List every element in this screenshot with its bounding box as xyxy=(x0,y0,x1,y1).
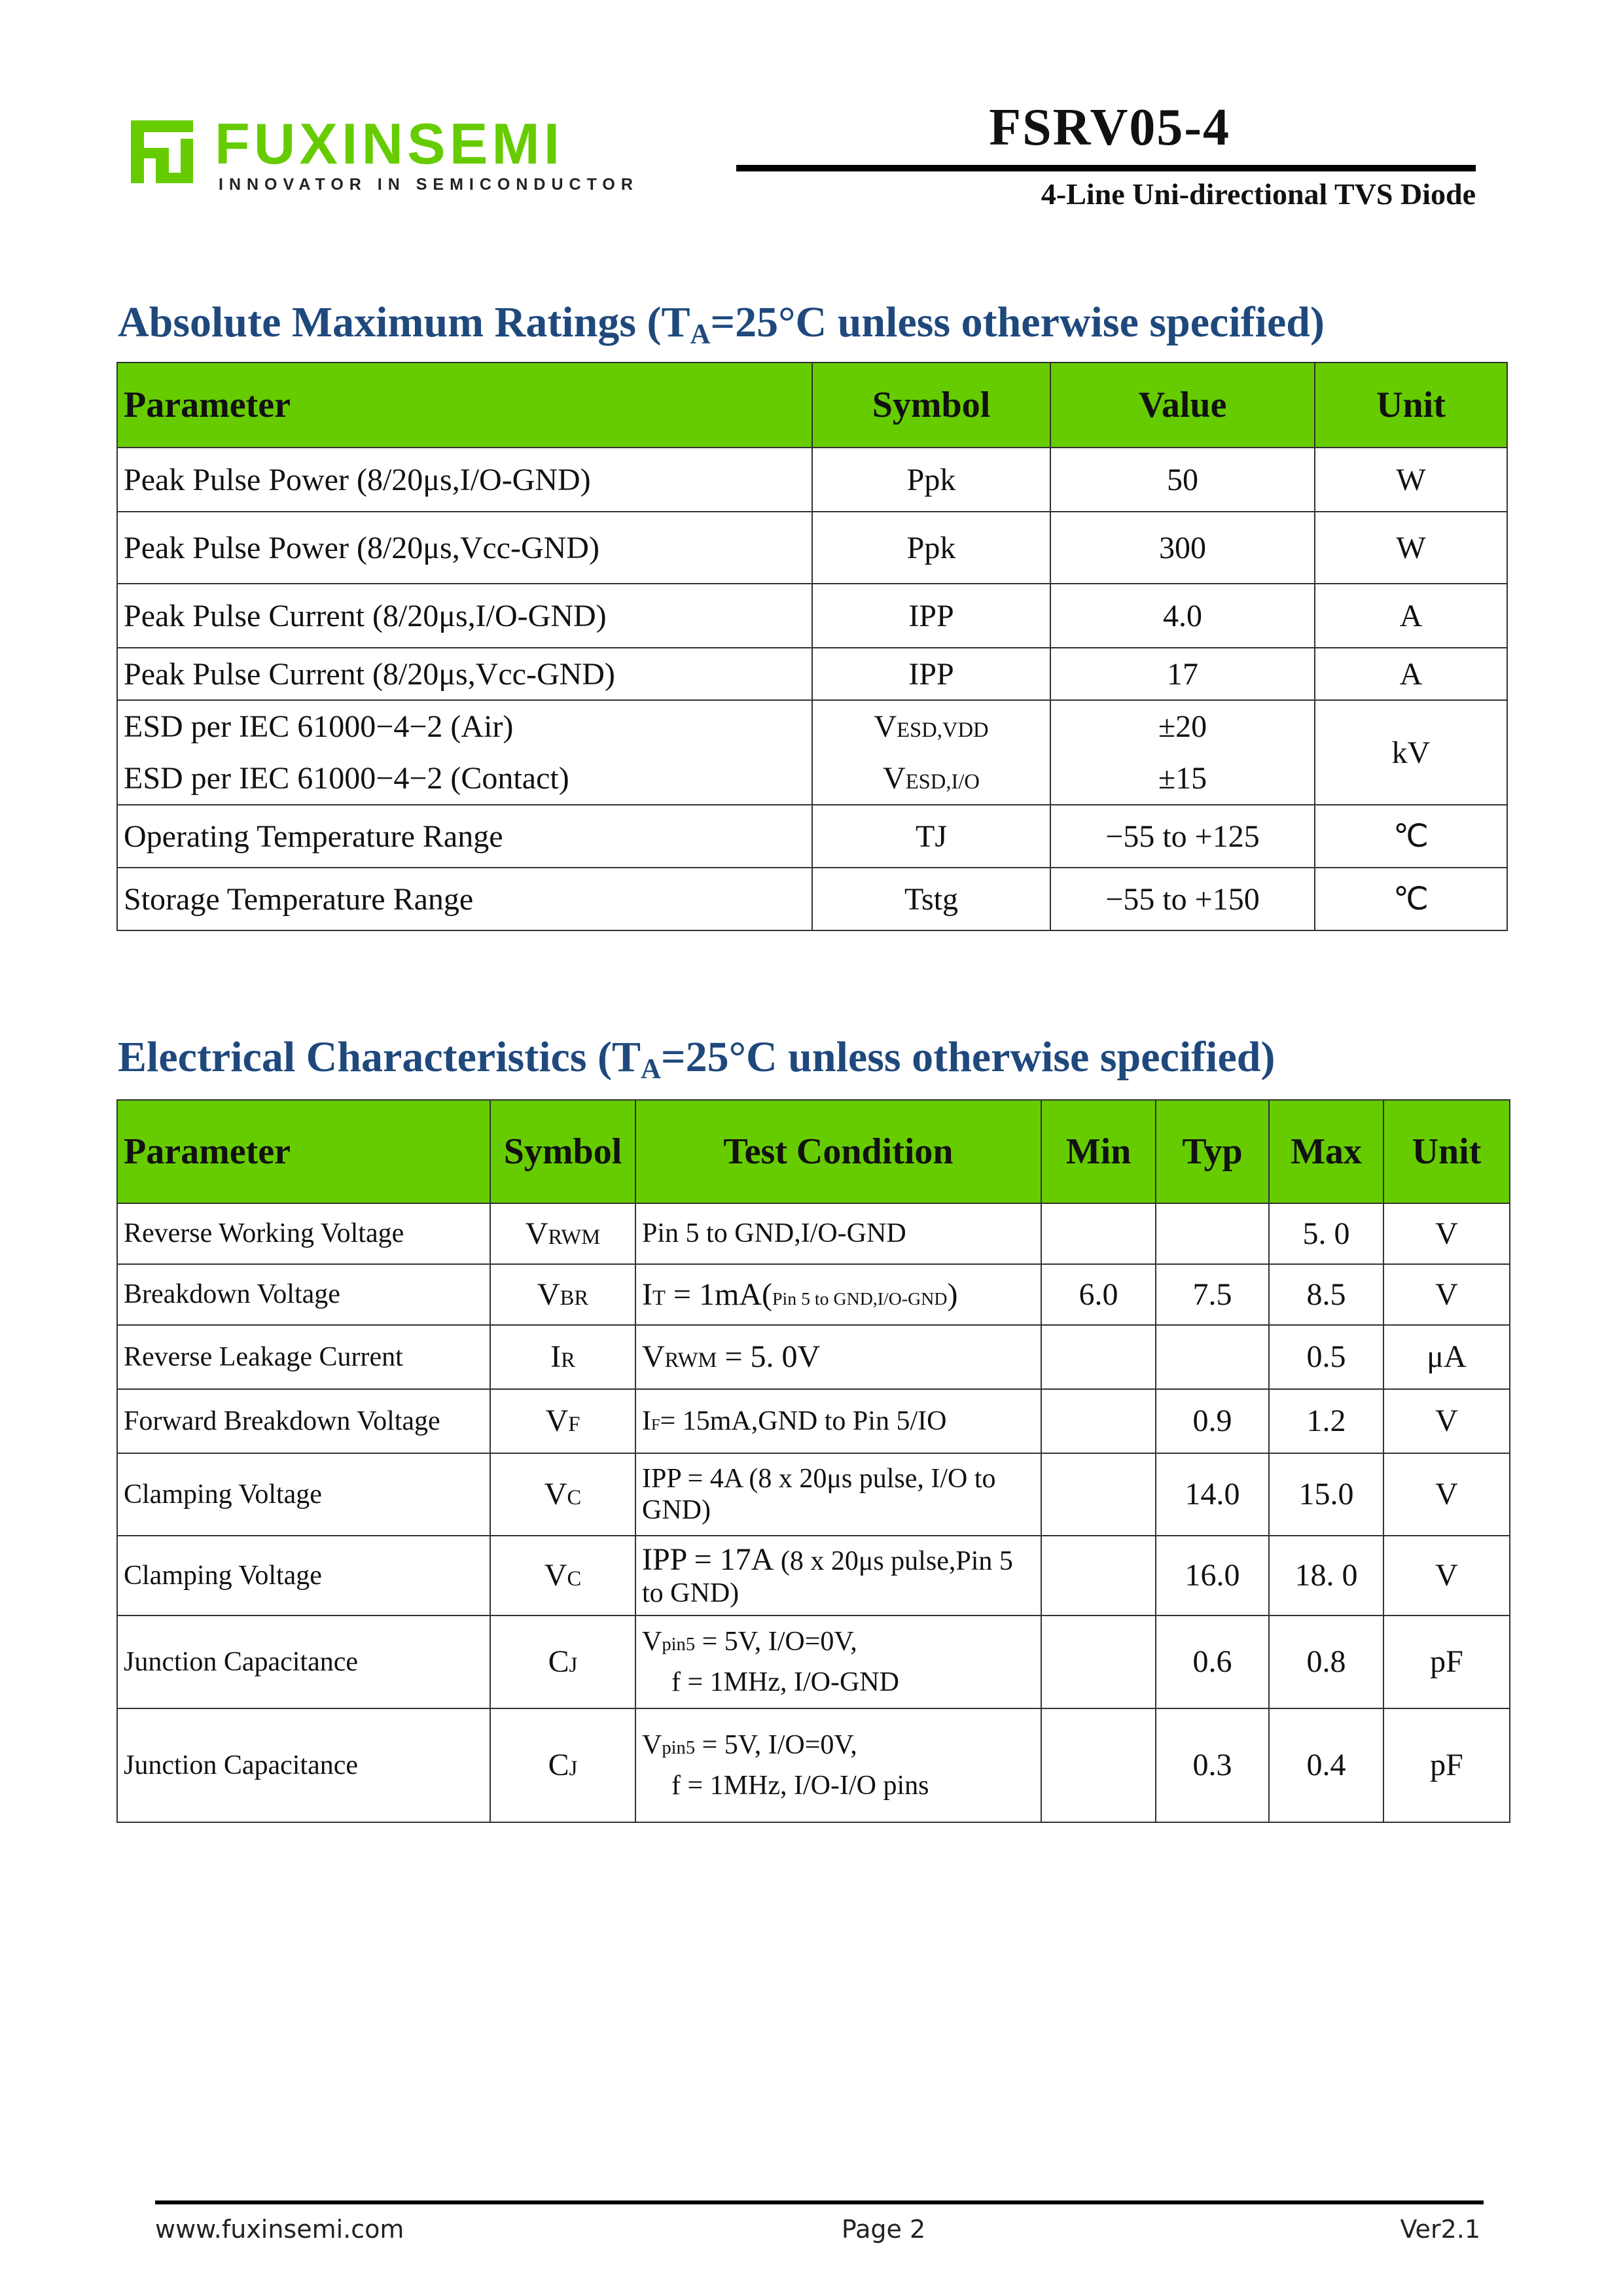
part-description: 4-Line Uni-directional TVS Diode xyxy=(1041,177,1476,211)
cell-symbol: Ppk xyxy=(812,512,1050,584)
table-row xyxy=(117,1203,1510,1264)
logo-mark-icon xyxy=(131,120,193,183)
cell-value: ±15 xyxy=(1050,752,1315,805)
cell-min xyxy=(1041,1389,1156,1453)
cell-unit: W xyxy=(1315,512,1507,584)
cell-condition: Pin 5 to GND,I/O-GND xyxy=(635,1203,1041,1264)
cell-min: 6.0 xyxy=(1041,1264,1156,1325)
header-parameter: Parameter xyxy=(117,1100,490,1203)
header-symbol: Symbol xyxy=(812,362,1050,448)
header-unit: Unit xyxy=(1315,362,1507,448)
table-header-row xyxy=(117,362,1507,448)
cell-parameter: Reverse Leakage Current xyxy=(117,1325,490,1389)
cell-condition: Vpin5 = 5V, I/O=0V, f = 1MHz, I/O-I/O pins xyxy=(635,1708,1041,1822)
footer-divider xyxy=(155,2200,1484,2204)
table-row-esd-air xyxy=(117,700,1507,752)
cell-typ: 14.0 xyxy=(1156,1453,1269,1536)
cell-max: 0.5 xyxy=(1269,1325,1383,1389)
cell-typ: 0.3 xyxy=(1156,1708,1269,1822)
cell-typ: 7.5 xyxy=(1156,1264,1269,1325)
cell-min xyxy=(1041,1203,1156,1264)
cell-parameter: Clamping Voltage xyxy=(117,1453,490,1536)
cell-symbol: VBR xyxy=(490,1264,635,1325)
cell-symbol: VESD,I/O xyxy=(812,752,1050,805)
cell-condition: IPP = 17A (8 x 20μs pulse,Pin 5 to GND) xyxy=(635,1536,1041,1616)
cell-unit: A xyxy=(1315,648,1507,700)
cell-symbol: IPP xyxy=(812,648,1050,700)
cell-symbol: VESD,VDD xyxy=(812,700,1050,752)
cell-max: 8.5 xyxy=(1269,1264,1383,1325)
cell-parameter: Breakdown Voltage xyxy=(117,1264,490,1325)
cell-parameter: Storage Temperature Range xyxy=(117,868,812,930)
cell-unit: ℃ xyxy=(1315,868,1507,930)
table-row-esd-contact xyxy=(117,752,1507,805)
table-row xyxy=(117,1708,1510,1822)
cell-parameter: Operating Temperature Range xyxy=(117,805,812,868)
header-test-condition: Test Condition xyxy=(635,1100,1041,1203)
header-max: Max xyxy=(1269,1100,1383,1203)
cell-min xyxy=(1041,1616,1156,1708)
cell-value: −55 to +150 xyxy=(1050,868,1315,930)
part-number: FSRV05-4 xyxy=(989,99,1230,156)
cell-parameter: Reverse Working Voltage xyxy=(117,1203,490,1264)
cell-min xyxy=(1041,1536,1156,1616)
cell-typ: 16.0 xyxy=(1156,1536,1269,1616)
cell-symbol: CJ xyxy=(490,1616,635,1708)
table-row xyxy=(117,1536,1510,1616)
cell-condition: IF= 15mA,GND to Pin 5/IO xyxy=(635,1389,1041,1453)
header-typ: Typ xyxy=(1156,1100,1269,1203)
footer-page-number: Page 2 xyxy=(841,2215,926,2244)
cell-unit: pF xyxy=(1383,1616,1510,1708)
cell-unit: A xyxy=(1315,584,1507,648)
header-parameter: Parameter xyxy=(117,362,812,448)
cell-max: 0.8 xyxy=(1269,1616,1383,1708)
cell-value: −55 to +125 xyxy=(1050,805,1315,868)
cell-unit: V xyxy=(1383,1203,1510,1264)
cell-condition: IPP = 4A (8 x 20μs pulse, I/O to GND) xyxy=(635,1453,1041,1536)
table-row xyxy=(117,584,1507,648)
cell-symbol: Ppk xyxy=(812,448,1050,512)
cell-symbol: VF xyxy=(490,1389,635,1453)
cell-unit: W xyxy=(1315,448,1507,512)
cell-symbol: CJ xyxy=(490,1708,635,1822)
header-value: Value xyxy=(1050,362,1315,448)
cell-parameter: Junction Capacitance xyxy=(117,1708,490,1822)
cell-max: 18. 0 xyxy=(1269,1536,1383,1616)
cell-unit: μA xyxy=(1383,1325,1510,1389)
cell-typ: 0.9 xyxy=(1156,1389,1269,1453)
cell-symbol: IPP xyxy=(812,584,1050,648)
cell-parameter: Forward Breakdown Voltage xyxy=(117,1389,490,1453)
header-min: Min xyxy=(1041,1100,1156,1203)
electrical-characteristics-title: Electrical Characteristics ($T_A=25^\circ C$ unless otherwise specified) xyxy=(118,1033,1275,1085)
table-row xyxy=(117,448,1507,512)
table-row xyxy=(117,1389,1510,1453)
header-symbol: Symbol xyxy=(490,1100,635,1203)
cell-value: 300 xyxy=(1050,512,1315,584)
cell-parameter: Peak Pulse Current (8/20μs,I/O-GND) xyxy=(117,584,812,648)
cell-typ xyxy=(1156,1203,1269,1264)
cell-parameter: ESD per IEC 61000−4−2 (Contact) xyxy=(117,752,812,805)
header-unit: Unit xyxy=(1383,1100,1510,1203)
footer-url: www.fuxinsemi.com xyxy=(155,2215,404,2244)
cell-unit: V xyxy=(1383,1536,1510,1616)
table-row xyxy=(117,805,1507,868)
cell-unit: V xyxy=(1383,1389,1510,1453)
footer-version: Ver2.1 xyxy=(1400,2215,1480,2244)
cell-value: 17 xyxy=(1050,648,1315,700)
cell-parameter: Peak Pulse Power (8/20μs,Vcc-GND) xyxy=(117,512,812,584)
cell-max: 1.2 xyxy=(1269,1389,1383,1453)
logo-tagline: INNOVATOR IN SEMICONDUCTOR xyxy=(219,175,639,194)
cell-typ: 0.6 xyxy=(1156,1616,1269,1708)
cell-symbol: IR xyxy=(490,1325,635,1389)
cell-min xyxy=(1041,1453,1156,1536)
cell-symbol: TJ xyxy=(812,805,1050,868)
cell-condition: VRWM = 5. 0V xyxy=(635,1325,1041,1389)
cell-typ xyxy=(1156,1325,1269,1389)
table-row xyxy=(117,1325,1510,1389)
abs-max-ratings-title: Absolute Maximum Ratings ($T_A=25^\circ C$ unless otherwise specified) xyxy=(118,298,1325,350)
cell-symbol: VC xyxy=(490,1453,635,1536)
header-divider xyxy=(736,165,1476,171)
cell-value: ±20 xyxy=(1050,700,1315,752)
cell-condition: Vpin5 = 5V, I/O=0V, f = 1MHz, I/O-GND xyxy=(635,1616,1041,1708)
cell-parameter: Clamping Voltage xyxy=(117,1536,490,1616)
abs-max-ratings-table xyxy=(116,362,1508,931)
company-logo xyxy=(131,113,687,194)
cell-condition: IT = 1mA(Pin 5 to GND,I/O-GND) xyxy=(635,1264,1041,1325)
table-row xyxy=(117,1453,1510,1536)
table-row xyxy=(117,1616,1510,1708)
table-row xyxy=(117,868,1507,930)
cell-symbol: Tstg xyxy=(812,868,1050,930)
table-row xyxy=(117,648,1507,700)
electrical-characteristics-table xyxy=(116,1099,1510,1823)
cell-max: 0.4 xyxy=(1269,1708,1383,1822)
cell-min xyxy=(1041,1708,1156,1822)
cell-parameter: Peak Pulse Power (8/20μs,I/O-GND) xyxy=(117,448,812,512)
table-row xyxy=(117,1264,1510,1325)
cell-unit: V xyxy=(1383,1453,1510,1536)
cell-symbol: VC xyxy=(490,1536,635,1616)
cell-parameter: ESD per IEC 61000−4−2 (Air) xyxy=(117,700,812,752)
table-row xyxy=(117,512,1507,584)
logo-name-fuxin: FUXINSEMI xyxy=(215,113,564,176)
cell-symbol: VRWM xyxy=(490,1203,635,1264)
table-header-row xyxy=(117,1100,1510,1203)
cell-value: 50 xyxy=(1050,448,1315,512)
cell-unit: kV xyxy=(1315,700,1507,805)
cell-min xyxy=(1041,1325,1156,1389)
cell-parameter: Peak Pulse Current (8/20μs,Vcc-GND) xyxy=(117,648,812,700)
cell-max: 5. 0 xyxy=(1269,1203,1383,1264)
cell-max: 15.0 xyxy=(1269,1453,1383,1536)
cell-unit: V xyxy=(1383,1264,1510,1325)
cell-unit: ℃ xyxy=(1315,805,1507,868)
cell-unit: pF xyxy=(1383,1708,1510,1822)
cell-parameter: Junction Capacitance xyxy=(117,1616,490,1708)
cell-value: 4.0 xyxy=(1050,584,1315,648)
